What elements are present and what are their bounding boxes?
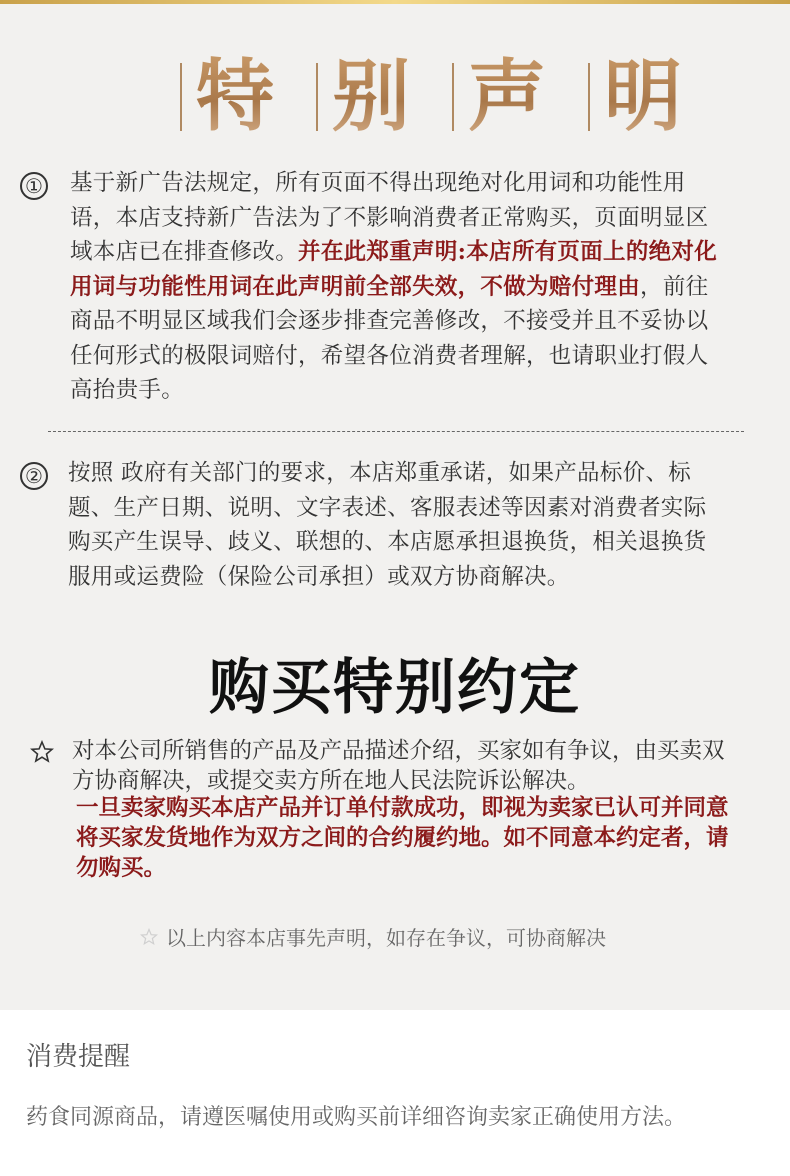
dashed-divider [48, 431, 744, 432]
title-char: 别 [296, 52, 410, 142]
purchase-text: 对本公司所销售的产品及产品描述介绍，买家如有争议，由买卖双方协商解决，或提交卖方所在地人民法院诉讼解决。 [72, 738, 725, 794]
number-two-icon: ② [20, 462, 48, 490]
top-gold-bar [0, 0, 790, 4]
reminder-text: 药食同源商品，请遵医嘱使用或购买前详细咨询卖家正确使用方法。 [26, 1105, 687, 1130]
purchase-title: 购买特别约定 [209, 653, 581, 723]
number-one-icon: ① [20, 172, 48, 200]
title-char: 声 [432, 52, 546, 142]
title-char: 明 [568, 52, 682, 142]
section-2-text: 按照 政府有关部门的要求，本店郑重承诺，如果产品标价、标题、生产日期、说明、文字表述、客服表述等因素对消费者实际购买产生误导、歧义、联想的、本店愿承担退换货，相关退换货服用或运费险（保险公司承担）或双方协商解决。 [68, 460, 707, 590]
footnote-text: 以上内容本店事先声明，如存在争议，可协商解决 [166, 926, 606, 950]
reminder-title: 消费提醒 [26, 1042, 131, 1072]
section-1-highlight: 并在此郑重声明:本店所有页面上的绝对化用词与功能性用词在此声明前全部失效，不做为赔付理由 [70, 239, 718, 300]
section-1-text: 基于新广告法规定，所有页面不得出现绝对化用词和功能性用语，本店支持新广告法为了不影响消费者正常购买，页面明显区域本店已在排查修改。并在此郑重声明:本店所有页面上的绝对化用词与功能性用词在此声明前全部失效，不做为赔付理由，前往商品不明显区域我们会逐步排查完善修改，不接受并且不妥协以任何形式的极限词赔付，希望各位消费者理解，也请职业打假人高抬贵手。 [70, 170, 718, 403]
purchase-highlight: 一旦卖家购买本店产品并订单付款成功，即视为卖家已认可并同意将买家发货地作为双方之间的合约履约地。如不同意本约定者，请勿购买。 [76, 795, 729, 881]
footnote [140, 922, 760, 951]
page-title [180, 52, 682, 142]
small-star-icon [140, 928, 158, 946]
star-icon [30, 740, 54, 764]
title-char: 特 [180, 52, 274, 142]
